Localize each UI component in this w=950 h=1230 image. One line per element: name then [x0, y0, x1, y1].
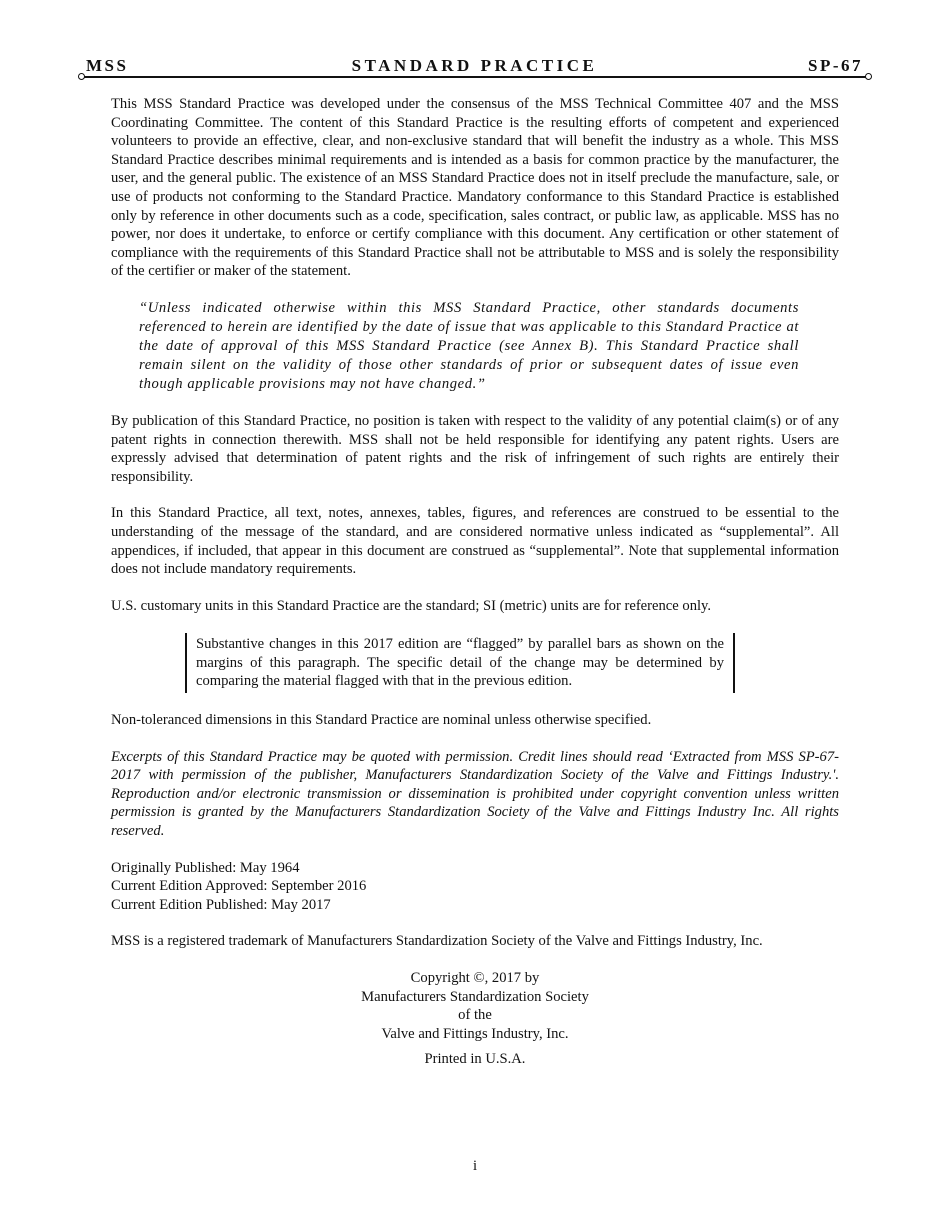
header-rule — [84, 76, 866, 78]
copyright-line-3: of the — [458, 1007, 492, 1024]
page-number: i — [472, 1158, 478, 1174]
page-body — [111, 95, 839, 1069]
publication-dates — [111, 859, 839, 915]
patent-paragraph: By publication of this Standard Practice, no position is taken with respect to the validity of any potential claim(s) or of any patent rights in connection therewith. MSS shall not be held responsible for identifying any patent rights. Users are expressly advised that determination of patent rights and the risk of infringement of such rights are entirely their responsibility. — [111, 412, 839, 485]
excerpts-paragraph: Excerpts of this Standard Practice may be quoted with permission. Credit lines should read ‘Extracted from MSS SP-67-2017 with permission of the publisher, Manufacturers Standardization Society of the Valve and Fittings Industry.'. Reproduction and/or electronic transmission or dissemination is prohibited under copyright convention unless written permission is granted by the Manufacturers Standardization Society of the Valve and Fittings Industry Inc. All rights reserved. — [111, 748, 839, 840]
header-document-number: SP-67 — [808, 56, 863, 75]
copyright-line-2: Manufacturers Standardization Society — [361, 988, 589, 1005]
quote-paragraph: “Unless indicated otherwise within this MSS Standard Practice, other standards documents referenced to herein are identified by the date of issue that was applicable to this Standard Practice at the date of approval of this MSS Standard Practice (see Annex B). This Standard Practice shall remain silent on the validity of those other standards of prior or subsequent dates of issue even though applicable provisions may not have changed.” — [139, 299, 799, 392]
units-paragraph: U.S. customary units in this Standard Practice are the standard; SI (metric) units are for reference only. — [111, 597, 712, 614]
originally-published: Originally Published: May 1964 — [111, 859, 300, 876]
header-title: STANDARD PRACTICE — [351, 56, 598, 75]
copyright-block — [111, 969, 839, 1069]
dimensions-paragraph: Non-toleranced dimensions in this Standard Practice are nominal unless otherwise specified. — [111, 712, 652, 729]
page-header — [82, 56, 867, 78]
copyright-line-1: Copyright ©, 2017 by — [410, 970, 540, 986]
flagged-changes-box: Substantive changes in this 2017 edition are “flagged” by parallel bars as shown on the margins of this paragraph. The specific detail of the change may be determined by comparing the material flagged with that in the previous edition. — [185, 633, 735, 693]
intro-paragraph: This MSS Standard Practice was developed under the consensus of the MSS Technical Committee 407 and the MSS Coordinating Committee. The content of this Standard Practice is the resulting efforts of competent and experienced volunteers to provide an effective, clear, and non-exclusive standard that will benefit the industry as a whole. This MSS Standard Practice describes minimal requirements and is intended as a basis for common practice by the manufacturer, the user, and the general public. The existence of an MSS Standard Practice does not in itself preclude the manufacture, sale, or use of products not conforming to the Standard Practice. Mandatory conformance to this Standard Practice is established only by reference in other documents such as a code, specification, sales contract, or public law, as applicable. MSS has no power, nor does it undertake, to enforce or certify compliance with this document. Any certification or other statement of compliance with the requirements of this Standard Practice shall not be attributable to MSS and is solely the responsibility of the certifier or maker of the statement. — [111, 96, 839, 280]
normative-paragraph: In this Standard Practice, all text, notes, annexes, tables, figures, and references are construed to be essential to the understanding of the message of the standard, and are considered normative unless indicated as “supplemental”. All appendices, if included, that appear in this document are construed as “supplemental”. Note that supplemental information does not include mandatory requirements. — [111, 505, 839, 578]
header-left: MSS — [86, 56, 129, 75]
copyright-line-4: Valve and Fittings Industry, Inc. — [381, 1025, 569, 1042]
edition-approved: Current Edition Approved: September 2016 — [111, 878, 367, 895]
printed-in: Printed in U.S.A. — [424, 1051, 526, 1068]
edition-published: Current Edition Published: May 2017 — [111, 896, 331, 913]
trademark-paragraph: MSS is a registered trademark of Manufacturers Standardization Society of the Valve and Fittings Industry, Inc. — [111, 933, 763, 950]
